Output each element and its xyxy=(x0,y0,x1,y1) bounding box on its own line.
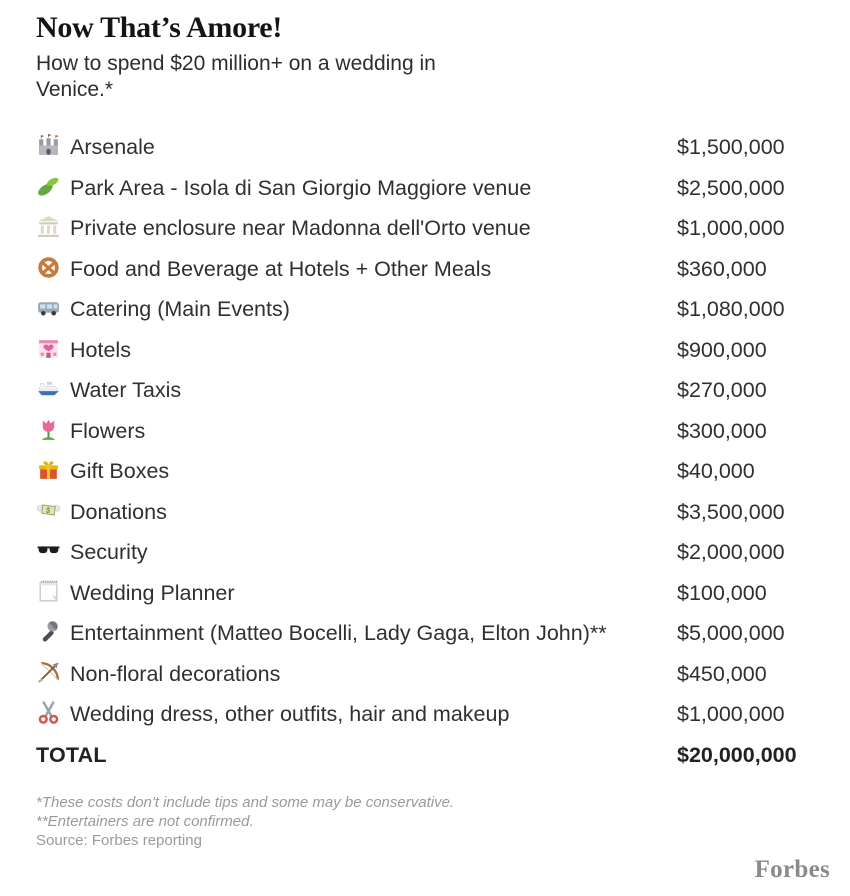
love-hotel-icon xyxy=(36,336,61,361)
table-row xyxy=(36,654,814,695)
bow-and-arrow-icon xyxy=(36,660,61,685)
row-label-cell xyxy=(36,619,677,648)
row-label-cell xyxy=(36,417,677,446)
table-row xyxy=(36,613,814,654)
row-label: Park Area - Isola di San Giorgio Maggiore venue xyxy=(70,175,532,200)
table-row xyxy=(36,208,814,249)
table-row xyxy=(36,127,814,168)
page-title: Now That’s Amore! xyxy=(36,11,283,44)
footnotes xyxy=(36,793,814,850)
row-label-cell xyxy=(36,336,677,365)
row-label: Arsenale xyxy=(70,135,155,159)
row-label: Entertainment (Matteo Bocelli, Lady Gaga, Elton John)** xyxy=(70,621,607,645)
table-row xyxy=(36,289,814,330)
row-label-cell xyxy=(36,457,677,486)
row-amount: $900,000 xyxy=(677,337,767,362)
row-label: Private enclosure near Madonna dell'Orto venue xyxy=(70,216,531,240)
row-label: Water Taxis xyxy=(70,378,182,402)
row-amount: $450,000 xyxy=(677,661,767,686)
spiral-notepad-icon xyxy=(36,579,61,604)
row-label-cell xyxy=(36,660,677,689)
tulip-icon xyxy=(36,417,61,442)
row-amount: $5,000,000 xyxy=(677,621,785,645)
scissors-icon xyxy=(36,700,61,725)
row-amount: $1,080,000 xyxy=(677,297,785,321)
row-label: Hotels xyxy=(70,337,131,362)
row-label-cell xyxy=(36,295,677,324)
footnote-entertainers: **Entertainers are not confirmed. xyxy=(36,813,254,830)
minibus-icon xyxy=(36,295,61,320)
row-amount: $1,000,000 xyxy=(677,702,785,726)
row-label-cell xyxy=(36,174,677,203)
row-label-cell xyxy=(36,214,677,243)
row-label-cell xyxy=(36,376,677,405)
row-label-cell xyxy=(36,538,677,567)
table-row xyxy=(36,168,814,209)
total-row xyxy=(36,735,814,776)
table-row xyxy=(36,370,814,411)
row-amount: $300,000 xyxy=(677,418,767,443)
row-amount: $3,500,000 xyxy=(677,499,785,524)
row-label-cell xyxy=(36,700,677,729)
table-row xyxy=(36,694,814,735)
castle-icon xyxy=(36,133,61,158)
table-row xyxy=(36,492,814,533)
row-label: Flowers xyxy=(70,418,146,443)
row-amount: $2,500,000 xyxy=(677,175,785,200)
row-label: Gift Boxes xyxy=(70,459,170,483)
row-amount: $1,000,000 xyxy=(677,216,785,240)
microphone-icon xyxy=(36,619,61,644)
row-label-cell xyxy=(36,255,677,284)
gift-icon xyxy=(36,457,61,482)
row-label-cell xyxy=(36,579,677,608)
row-label-cell xyxy=(36,498,677,527)
total-label: TOTAL xyxy=(36,742,107,767)
table-row xyxy=(36,249,814,290)
row-label: Wedding Planner xyxy=(70,580,235,605)
classical-building-icon xyxy=(36,214,61,239)
table-row xyxy=(36,532,814,573)
svg-text:$: $ xyxy=(45,505,51,515)
row-label: Security xyxy=(70,540,148,564)
total-amount: $20,000,000 xyxy=(677,742,797,767)
forbes-logo: Forbes xyxy=(754,856,830,883)
table-row xyxy=(36,411,814,452)
row-label: Food and Beverage at Hotels + Other Meals xyxy=(70,256,492,281)
row-label: Donations xyxy=(70,499,167,524)
row-amount: $2,000,000 xyxy=(677,540,785,564)
motor-boat-icon xyxy=(36,376,61,401)
row-amount: $360,000 xyxy=(677,256,767,281)
row-amount: $40,000 xyxy=(677,459,755,483)
table-row xyxy=(36,573,814,614)
row-label: Catering (Main Events) xyxy=(70,297,290,321)
footer-area xyxy=(36,793,814,850)
row-label: Wedding dress, other outfits, hair and makeup xyxy=(70,702,510,726)
pretzel-icon xyxy=(36,255,61,280)
sunglasses-icon xyxy=(36,538,61,563)
table-row xyxy=(36,330,814,371)
row-label: Non-floral decorations xyxy=(70,661,281,686)
table-row xyxy=(36,451,814,492)
source-line: Source: Forbes reporting xyxy=(36,832,202,849)
row-amount: $270,000 xyxy=(677,378,767,402)
cost-table xyxy=(36,127,814,775)
row-amount: $1,500,000 xyxy=(677,135,785,159)
row-label-cell xyxy=(36,133,677,162)
row-amount: $100,000 xyxy=(677,580,767,605)
money-with-wings-icon xyxy=(36,498,61,523)
leaf-icon xyxy=(36,174,61,199)
subtitle: How to spend $20 million+ on a wedding in Venice.* xyxy=(36,52,436,101)
footnote-costs: *These costs don't include tips and some may be conservative. xyxy=(36,794,455,811)
